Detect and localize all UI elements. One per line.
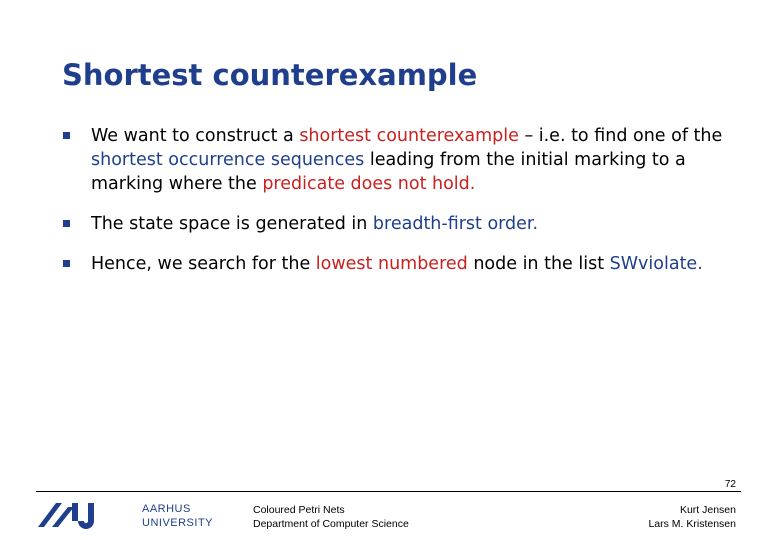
bullet-marker-icon	[63, 132, 70, 139]
bullet-marker-icon	[63, 260, 70, 267]
bullet-text: – i.e. to find one of the	[518, 126, 723, 146]
bullet-text: node in the list	[467, 254, 610, 274]
highlight-term: SWviolate.	[609, 254, 703, 274]
bullet-item	[62, 252, 762, 276]
highlight-term: lowest numbered	[315, 254, 468, 274]
page-number: 72	[724, 479, 736, 490]
logo-text-line1: AARHUS	[142, 503, 191, 515]
bullet-text: leading from the initial marking to a marking where the	[91, 150, 686, 194]
author-name: Kurt Jensen	[679, 504, 736, 516]
footer-course-info	[253, 503, 409, 531]
course-name: Coloured Petri Nets	[253, 504, 345, 516]
logo-text-line2: UNIVERSITY	[142, 517, 214, 529]
bullet-marker-icon	[63, 220, 70, 227]
bullet-item	[62, 212, 762, 236]
footer-authors	[648, 503, 736, 531]
logo-mark-icon	[38, 499, 98, 531]
bullet-text: We want to construct a	[91, 126, 300, 146]
author-name: Lars M. Kristensen	[648, 518, 736, 530]
slide-title: Shortest counterexample	[62, 58, 478, 92]
bullet-text: The state space is generated in	[91, 214, 373, 234]
bullet-text: Hence, we search for the	[91, 254, 316, 274]
highlight-term: breadth-first order.	[372, 214, 539, 234]
footer-divider	[36, 491, 741, 492]
bullet-list	[62, 124, 762, 276]
bullet-item	[62, 124, 762, 196]
aarhus-university-logo-icon	[38, 499, 214, 531]
department-name: Department of Computer Science	[253, 518, 409, 530]
highlight-term: shortest counterexample	[299, 126, 519, 146]
highlight-term: shortest occurrence sequences	[91, 150, 365, 170]
highlight-term: predicate does not hold.	[262, 174, 476, 194]
